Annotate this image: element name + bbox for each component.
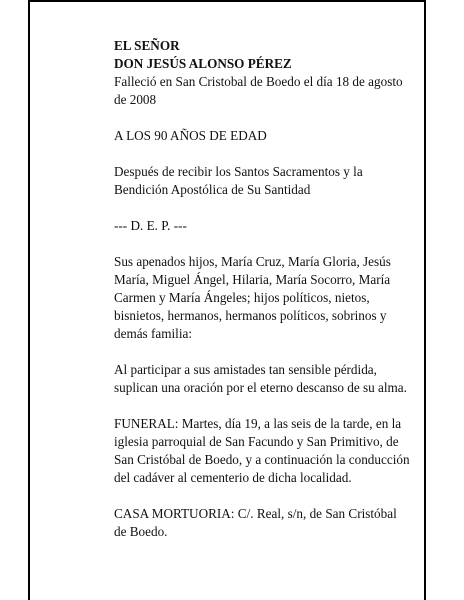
funeral-line: FUNERAL: Martes, día 19, a las seis de la tarde, en la	[114, 416, 402, 431]
obituary-notice	[114, 37, 426, 559]
funeral-line: del cadáver al cementerio de dicha localidad.	[114, 470, 352, 485]
sacraments-line-1: Después de recibir los Santos Sacramentos y la	[114, 164, 363, 179]
age-text: A LOS 90 AÑOS DE EDAD	[114, 128, 267, 143]
sacraments-paragraph	[114, 163, 426, 199]
death-info-line-1: Falleció en San Cristobal de Boedo el día 18 de agosto	[114, 74, 403, 89]
family-line: demás familia:	[114, 326, 192, 341]
mortuary-paragraph	[114, 505, 426, 541]
funeral-paragraph	[114, 415, 426, 487]
family-paragraph	[114, 253, 426, 343]
request-paragraph	[114, 361, 426, 397]
request-line: suplican una oración por el eterno descanso de su alma.	[114, 380, 407, 395]
family-line: Sus apenados hijos, María Cruz, María Gloria, Jesús	[114, 254, 391, 269]
deceased-name: DON JESÚS ALONSO PÉREZ	[114, 56, 292, 71]
request-line: Al participar a sus amistades tan sensible pérdida,	[114, 362, 377, 377]
funeral-line: San Cristóbal de Boedo, y a continuación la conducción	[114, 452, 410, 467]
mortuary-line: CASA MORTUORIA: C/. Real, s/n, de San Cristóbal	[114, 506, 397, 521]
dep-text: --- D. E. P. ---	[114, 218, 187, 233]
funeral-line: iglesia parroquial de San Facundo y San Primitivo, de	[114, 434, 399, 449]
family-line: Carmen y María Ángeles; hijos políticos, nietos,	[114, 290, 370, 305]
mortuary-line: de Boedo.	[114, 524, 168, 539]
family-line: bisnietos, hermanos, hermanos políticos, sobrinos y	[114, 308, 387, 323]
title-honorific: EL SEÑOR	[114, 38, 180, 53]
family-line: María, Miguel Ángel, Hilaria, María Socorro, María	[114, 272, 391, 287]
age-paragraph	[114, 127, 426, 145]
death-info-line-2: de 2008	[114, 92, 157, 107]
deceased-header	[114, 37, 426, 109]
sacraments-line-2: Bendición Apostólica de Su Santidad	[114, 182, 311, 197]
dep-paragraph	[114, 217, 426, 235]
